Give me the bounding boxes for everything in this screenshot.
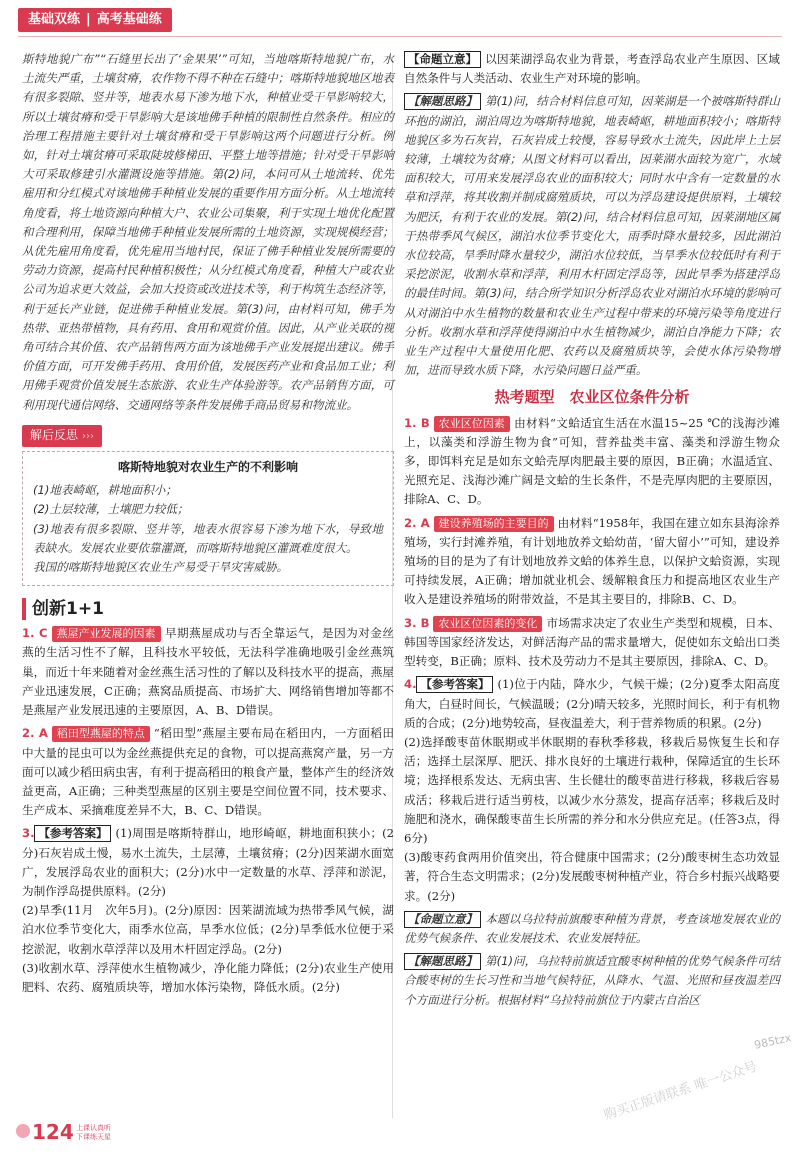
idea-block <box>404 92 780 380</box>
answer-number: 4. <box>404 677 417 692</box>
answer-paragraph: (2)旱季(11月 次年5月)。(2分)原因：因莱湖流域为热带季风气候，湖泊水位季节变化大，雨季水位高，旱季水位低；(2分)旱季低水位便于采挖淤泥，收割水草浮萍以及用木杆固定浮岛。(2分) <box>22 903 394 956</box>
intent-text: 以因莱湖浮岛农业为背景，考查浮岛农业产生原因、区域自然条件与人类活动、农业生产对环境的影响。 <box>404 52 780 86</box>
header-tag-separator: | <box>86 12 91 27</box>
chevron-right-icon: ››› <box>82 430 95 442</box>
answer-item <box>22 624 394 720</box>
idea-label: 【解题思路】 <box>404 953 481 970</box>
reflect-box <box>22 451 394 586</box>
answer-paragraph: (3)酸枣药食两用价值突出，符合健康中国需求；(2分)酸枣树生态功效显著，符合生态文明需求；(2分)发展酸枣树种植产业，符合乡村振兴战略要求。(2分) <box>404 850 780 903</box>
answer-item <box>22 724 394 820</box>
right-column <box>404 50 780 1010</box>
reference-answer-label: 【参考答案】 <box>34 825 111 842</box>
topic-pill: 稻田型燕屋的特点 <box>52 726 150 742</box>
intro-handwritten-analysis: 斯特地貌广布”“石缝里长出了‘金果果’”可知，当地喀斯特地貌广布，水土流失严重，土壤贫瘠，农作物不得不种在石缝中；喀斯特地貌地区地表有很多裂隙、竖井等，地表水易下渗为地下水，种植业受干旱影响较大，所以土壤贫瘠和受干旱影响大是该地佛手种植的限制性自然条件。相应的治理工程措施主要针对土壤贫瘠和受干旱影响这两个问题进行分析。例如，针对土壤贫瘠可采取陡坡修梯田、平整土地等措施；针对受干旱影响大可采取修建引水灌溉设施等措施。第(2)问，本问可从土地流转、优先雇用和分红模式对该地佛手种植业发展的重要作用方面分析。从土地流转角度看，将土地资源向种植大户、农业公司集聚，利于实现土地优化配置和合理利用，保障当地佛手种植业发展所需的土地资源，实现规模经营；从优先雇用角度看，优先雇用当地村民，保证了佛手种植业发展所需要的劳动力资源，提高村民种植积极性；从分红模式角度看，种植大户或农业公司为追求更大效益，会加大投资或改进技术等，利于构筑生态经济等，利于延长产业链，促进佛手种植业发展。第(3)问，由材料可知，佛手为热带、亚热带植物，具有药用、食用和观赏价值。因此，从产业关联的视角可结合其价值、农产品销售两方面为该地佛手产业发展提出建议。佛手价值方面，可开发佛手药用、食用价值，发展医药产业和食品加工业；利用佛手观赏价值发展生态旅游、农业生产体验游等。农产品销售方面，可利用现代通信网络、交通网络等条件发展佛手商品贸易和物流业。 <box>22 52 394 412</box>
answer-item <box>404 514 780 610</box>
reflect-item: (1)地表崎岖，耕地面积小； <box>33 483 177 498</box>
answer-text: 由材料“文蛤适宜生活在水温15~25 ℃的浅海沙滩上，以藻类和浮游生物为食”可知，营养盐类丰富、藻类和浮游生物众多，即饵料充足是如东文蛤壳厚肉肥最主要的原因，B正确；水温适宜、光照充足、浅海沙滩广阔是文蛤的生长条件，不是壳厚肉肥的主要原因，排除A、C、D。 <box>404 415 780 507</box>
footer-slogan: 上课认真听 下课练天星 <box>76 1124 111 1141</box>
header-tag-right: 高考基础练 <box>96 12 162 27</box>
watermark-id: 985tzx <box>753 1031 793 1052</box>
intent-label: 【命题立意】 <box>404 51 481 68</box>
answer-text: 由材料“1958年，我国在建立如东县海涂养殖场，实行封滩养殖，有计划地放养文蛤幼苗，‘留大留小’”可知，建设养殖场的目的是为了有计划地放养文蛤的体养生息，以保护文蛤资源，实现可持续发展，A正确；增加就业机会、缓解粮食压力和提高地区农业生产收入是建设养殖场的附带效益，不是其主要目的，排除B、C、D。 <box>404 515 781 607</box>
answer-text: 早期燕屋成功与否全靠运气，是因为对金丝燕的生活习性不了解，且科技水平较低，无法科学准确地吸引金丝燕筑巢，而近十年来随着对金丝燕生活习性的了解以及科技水平的提高，燕屋产业迅速发展，C正确；燕窝品质提高、市场扩大、网络销售增加等都不是燕屋产业发展迅速的主要原因，A、B、D错误。 <box>22 626 394 718</box>
left-column <box>22 50 394 997</box>
intent-text: 本题以乌拉特前旗酸枣种植为背景，考查该地发展农业的优势气候条件、农业发展技术、农业发展特征。 <box>404 911 780 945</box>
answer-text: (1)周围是喀斯特群山，地形崎岖，耕地面积狭小；(2分)石灰岩成土慢，易水土流失，土层薄，土壤贫瘠；(2分)因莱湖水面宽广，发展浮岛农业的面积大；(2分)水中一定数量的水草、浮萍和淤泥，为制作浮岛提供原料。(2分) <box>22 826 394 898</box>
header-tag <box>18 8 172 32</box>
answer-paragraph: (3)收割水草、浮萍使水生植物减少，净化能力降低；(2分)农业生产使用肥料、农药、腐殖质块等，增加水体污染物，降低水质。(2分) <box>22 960 394 994</box>
reflect-heading-label: 解后反思 <box>30 427 79 442</box>
idea-text: 第(1)问，结合材料信息可知，因莱湖是一个被喀斯特群山环抱的湖泊，湖泊周边为喀斯特地貌，地表崎岖，耕地面积较小；喀斯特地貌区多为石灰岩，石灰岩成土较慢，容易导致水土流失，因此岸上土层较薄，土壤较为贫瘠；从图文材料可以看出，因莱湖水面较为宽广，水域面积较大，可用来发展浮岛农业的面积较大；同时水中含有一定数量的水草和浮萍，将其收割并制成腐殖质块，可以为浮岛建设提供原料，土壤较为肥沃，有利于农业的发展。第(2)问，结合材料信息可知，因莱湖地区属于热带季风气候区，湖泊水位季节变化大，雨季时降水量较多，因此湖泊水位较高，旱季时降水量较少，湖泊水位较低，当旱季水位较低时有利于采挖淤泥，收割水草和浮萍，利用木杆固定浮岛等，因此旱季为搭建浮岛的最佳时间。第(3)问，结合所学知识分析浮岛农业对湖泊水环境的影响可从对湖泊中水生植物的数量和农业生产过程中带来的环境污染等角度进行分析。收割水草和浮萍使得湖泊中水生植物减少，湖泊自净能力下降；农业生产过程中大量使用化肥、农药以及腐殖质块等，会使水体污染物增加，进而导致水质下降，水污染问题日益严重。 <box>404 94 780 378</box>
answer-number: 2. A <box>404 515 430 530</box>
header-tag-left: 基础双练 <box>28 12 81 27</box>
answer-text: (1)位于内陆，降水少，气候干燥；(2分)夏季太阳高度角大，白昼时间长，气候温暖；(2分)晴天较多，光照时间长，利于有机物质的合成；(2分)地势较高，昼夜温差大，利于营养物质的积累。(2分) <box>404 677 780 730</box>
page-number: 124 <box>32 1120 74 1144</box>
topic-pill: 建设养殖场的主要目的 <box>434 516 554 532</box>
answer-item <box>404 675 780 733</box>
answer-item <box>22 824 394 901</box>
answer-text: “稻田型”燕屋主要布局在稻田内，一方面稻田中大量的昆虫可以为金丝燕提供充足的食物，可以提高燕窝产量，另一方面可以减少稻田病虫害，有利于提高稻田的粮食产量，整体产生的经济效益更高，A正确；三种类型燕屋的区别主要是空间位置不同，技术要求、生产成本、采摘难度差异不大，B、C、D错误。 <box>22 726 395 818</box>
reflect-item: (3)地表有很多裂隙、竖井等，地表水很容易下渗为地下水，导致地表缺水。发展农业要依靠灌溉，而喀斯特地貌区灌溉难度很大。 <box>33 521 383 555</box>
answer-item <box>404 614 780 672</box>
answer-text: 市场需求决定了农业生产类型和规模，日本、韩国等国家经济发达，对鲜活海产品的需求量增大，促使如东文蛤出口类型转变，B正确；原料、技术及劳动力不是其主要原因，排除A、C、D。 <box>404 615 780 669</box>
topic-pill: 农业区位因素 <box>434 416 510 432</box>
idea-label: 【解题思路】 <box>404 93 481 110</box>
page-footer <box>16 1120 136 1150</box>
page-header <box>0 0 800 44</box>
flower-icon <box>16 1124 30 1138</box>
intent-label: 【命题立意】 <box>404 911 481 928</box>
idea-block <box>404 952 780 1010</box>
reflect-title: 喀斯特地貌对农业生产的不利影响 <box>117 460 298 475</box>
reflect-item: 我国的喀斯特地貌区农业生产易受干旱灾害威胁。 <box>33 560 289 575</box>
answer-number: 3. B <box>404 615 430 630</box>
reflect-heading <box>22 425 102 447</box>
watermark-text: 购买正版请联系 唯一公众号 <box>602 1059 760 1124</box>
intent-block <box>404 50 780 88</box>
section-title-hot-topic: 热考题型 农业区位条件分析 <box>494 388 690 407</box>
idea-text: 第(1)问，乌拉特前旗适宜酸枣树种植的优势气候条件可结合酸枣树的生长习性和当地气候特征，从降水、气温、光照和昼夜温差四个方面进行分析。根据材料“乌拉特前旗位于内蒙古自治区 <box>404 954 780 1007</box>
answer-number: 1. B <box>404 415 430 430</box>
intent-block <box>404 910 780 948</box>
reflect-item: (2)土层较薄，土壤肥力较低； <box>33 502 189 517</box>
answer-paragraph: (2)选择酸枣苗休眠期或半休眠期的春秋季移栽，移栽后易恢复生长和存活；选择土层深厚、肥沃、排水良好的土壤进行栽种，保障适宜的生长环境；选择根系发达、无病虫害、生长健壮的酸枣苗进行移栽，移栽后容易成活；移栽后进行适当剪枝，以减少水分蒸发，提高存活率；移栽后及时施肥和浇水，确保酸枣苗生长所需的养分和水分供应充足。(任答3点，得6分) <box>404 734 780 845</box>
header-rule <box>18 36 782 37</box>
topic-pill: 燕屋产业发展的因素 <box>52 626 161 642</box>
topic-pill: 农业区位因素的变化 <box>433 616 542 632</box>
section-title-innovation: 创新1+1 <box>22 598 394 620</box>
answer-number: 3. <box>22 826 35 841</box>
answer-item <box>404 414 780 510</box>
answer-number: 2. A <box>22 726 48 741</box>
reference-answer-label: 【参考答案】 <box>416 676 493 693</box>
answer-number: 1. C <box>22 626 48 641</box>
